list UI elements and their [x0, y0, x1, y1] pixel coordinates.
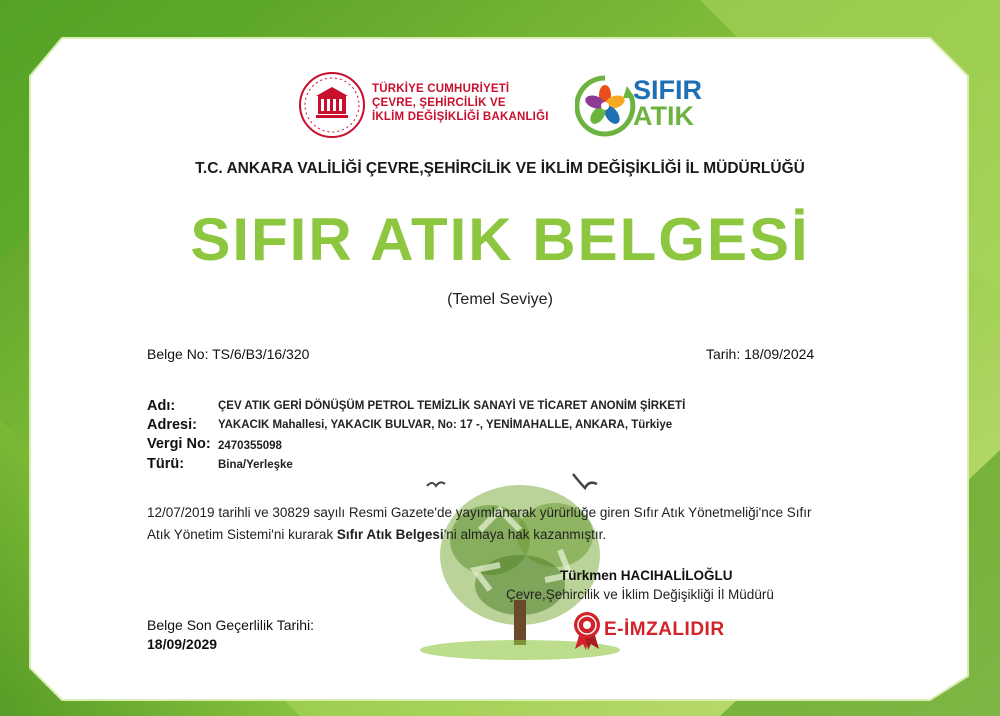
ministry-line-3: İKLİM DEĞİŞİKLİĞİ BAKANLIĞI [372, 111, 549, 123]
certificate-level: (Temel Seviye) [447, 291, 553, 308]
ministry-line-1: TÜRKİYE CUMHURİYETİ [372, 83, 510, 95]
bird-icon [571, 470, 599, 496]
statement-text-2: 'ni almaya hak kazanmıştır. [443, 527, 607, 542]
organization-title: T.C. ANKARA VALİLİĞİ ÇEVRE,ŞEHİRCİLİK VE İKLİM DEĞİŞİKLİĞİ İL MÜDÜRLÜĞÜ [195, 160, 805, 177]
seal-ribbon-icon [570, 610, 604, 650]
document-number: Belge No: TS/6/B3/16/320 [147, 346, 310, 362]
validity-label: Belge Son Geçerlilik Tarihi: [147, 617, 315, 633]
certificate-title: SIFIR ATIK BELGESİ [190, 206, 810, 273]
type-label: Türü: [147, 456, 185, 472]
validity-date: 18/09/2029 [147, 636, 218, 652]
tax-number-value: 2470355098 [218, 440, 282, 452]
atik-word: ATIK [633, 101, 694, 131]
signer-title: Çevre,Şehircilik ve İklim Değişikliği İl Müdürü [506, 587, 774, 602]
address-label: Adresi: [147, 417, 197, 433]
signer-name: Türkmen HACIHALİLOĞLU [560, 568, 733, 583]
sifir-atik-wordmark [633, 77, 702, 129]
issue-date: Tarih: 18/09/2024 [706, 346, 815, 362]
certificate-statement [147, 502, 827, 546]
bird-icon [426, 477, 446, 493]
name-value: ÇEV ATIK GERİ DÖNÜŞÜM PETROL TEMİZLİK SANAYİ VE TİCARET ANONİM ŞİRKETİ [218, 400, 686, 412]
address-value: YAKACIK Mahallesi, YAKACIK BULVAR, No: 17 -, YENİMAHALLE, ANKARA, Türkiye [218, 419, 673, 431]
tax-number-label: Vergi No: [147, 436, 211, 452]
type-value: Bina/Yerleşke [218, 459, 293, 471]
e-signed-badge: E-İMZALIDIR [604, 619, 725, 640]
sifir-word: SIFIR [633, 75, 703, 105]
ministry-line-2: ÇEVRE, ŞEHİRCİLİK VE [372, 97, 506, 109]
statement-bold: Sıfır Atık Belgesi [336, 527, 444, 542]
name-label: Adı: [147, 398, 176, 414]
statement-text-1: 12/07/2019 tarihli ve 30829 sayılı Resmi Gazete'de yayımlanarak yürürlüğe giren Sıfır Atık Yönetmeliği'nce Sıfır Atık Yönetim Sistemi'ni kurarak [147, 505, 812, 542]
ministry-name [372, 82, 549, 124]
